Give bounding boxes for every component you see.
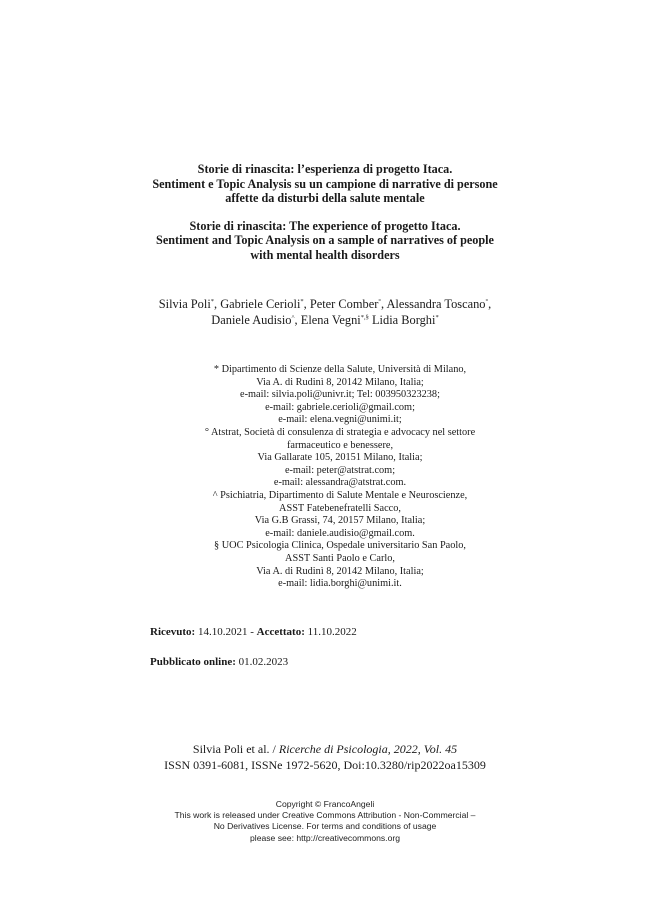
online-label: Pubblicato online: (150, 656, 236, 668)
citation-authors: Silvia Poli et al. / (192, 742, 276, 756)
citation-identifiers: ISSN 0391-6081, ISSNe 1972-5620, Doi:10.3280/rip2022oa15309 (164, 758, 486, 772)
affiliation-mark: ^ (291, 313, 295, 321)
affiliation-line: § UOC Psicologia Clinica, Ospedale universitario San Paolo, (214, 540, 466, 552)
affiliation-line: ASST Fatebenefratelli Sacco, (279, 502, 401, 514)
affiliation-line: farmaceutico e benessere, (286, 439, 394, 451)
title-english (0, 219, 650, 263)
affiliation-line: Via A. di Rudinì 8, 20142 Milano, Italia; (256, 376, 424, 388)
affiliation-line: e-mail: elena.vegni@unimi.it; (278, 414, 402, 426)
affiliation-line: ° Atstrat, Società di consulenza di strategia e advocacy nel settore (204, 426, 476, 438)
affiliation-line: e-mail: gabriele.cerioli@gmail.com; (265, 401, 415, 413)
affiliation-line: Via Gallarate 105, 20151 Milano, Italia; (257, 452, 423, 464)
affiliation-line: Via A. di Rudinì 8, 20142 Milano, Italia; (256, 565, 424, 577)
citation-line (0, 741, 650, 757)
affiliation-line: Via G.B Grassi, 74, 20157 Milano, Italia; (254, 515, 426, 527)
accepted-label: Accettato: (256, 626, 305, 638)
author-name: Silvia Poli (158, 297, 211, 311)
accepted-date: 11.10.2022 (307, 626, 357, 638)
author-list (0, 296, 650, 328)
author-separator: , (380, 297, 387, 311)
affiliation-mark: ° (485, 297, 489, 305)
author-name: Elena Vegni (300, 313, 361, 327)
license-line: This work is released under Creative Commons Attribution - Non-Commercial – (174, 810, 476, 821)
author-name: Gabriele Cerioli (220, 297, 301, 311)
citation-block (0, 741, 650, 773)
affiliation-mark: *,§ (360, 313, 369, 321)
author-name: Alessandra Toscano (386, 297, 486, 311)
author-separator: , (488, 297, 492, 311)
published-online (150, 656, 288, 668)
title-italian-line: Sentiment e Topic Analysis su un campione di narrative di persone (152, 176, 498, 191)
license-url-line: please see: http://creativecommons.org (250, 832, 400, 843)
affiliation-mark: * (210, 297, 215, 305)
copyright-line: Copyright © FrancoAngeli (275, 799, 375, 809)
online-date: 01.02.2023 (238, 656, 289, 668)
affiliation-mark: * (300, 297, 304, 305)
received-label: Ricevuto: (150, 626, 196, 638)
affiliation-line: e-mail: silvia.poli@univr.it; Tel: 003950323238; (240, 389, 440, 401)
affiliation-line: e-mail: lidia.borghi@unimi.it. (278, 578, 402, 590)
title-italian-line: Storie di rinascita: l’esperienza di progetto Itaca. (197, 162, 453, 176)
affiliation-line: e-mail: peter@atstrat.com; (284, 464, 396, 476)
article-title-block (0, 162, 650, 263)
citation-journal: Ricerche di Psicologia, 2022, Vol. 45 (278, 742, 458, 756)
affiliations (150, 364, 530, 591)
received-date: 14.10.2021 - (197, 626, 254, 638)
received-accepted-dates (150, 626, 357, 638)
author-line (0, 296, 650, 312)
copyright-notice (0, 799, 650, 844)
author-separator: , (214, 297, 221, 311)
affiliation-line: ASST Santi Paolo e Carlo, (285, 552, 395, 564)
author-name: Lidia Borghi (371, 313, 436, 327)
author-line (0, 312, 650, 328)
title-italian (0, 162, 650, 206)
title-english-line: with mental health disorders (250, 247, 400, 262)
affiliation-line: e-mail: daniele.audisio@gmail.com. (265, 527, 415, 539)
affiliation-mark: ° (378, 297, 381, 305)
title-english-line: Storie di rinascita: The experience of progetto Itaca. (189, 218, 461, 233)
affiliation-line: e-mail: alessandra@atstrat.com. (273, 477, 407, 489)
title-italian-line: affette da disturbi della salute mentale (225, 191, 425, 206)
title-english-line: Sentiment and Topic Analysis on a sample of narratives of people (156, 233, 494, 248)
author-name: Peter Comber (309, 297, 379, 311)
affiliation-line: * Dipartimento di Scienze della Salute, Università di Milano, (213, 364, 467, 375)
author-separator: , (294, 313, 301, 327)
author-name: Daniele Audisio (211, 313, 292, 327)
author-separator: , (303, 297, 310, 311)
affiliation-mark: * (435, 313, 439, 321)
affiliation-line: ^ Psichiatria, Dipartimento di Salute Mentale e Neuroscienze, (212, 489, 468, 501)
license-line: No Derivatives License. For terms and conditions of usage (213, 821, 437, 832)
